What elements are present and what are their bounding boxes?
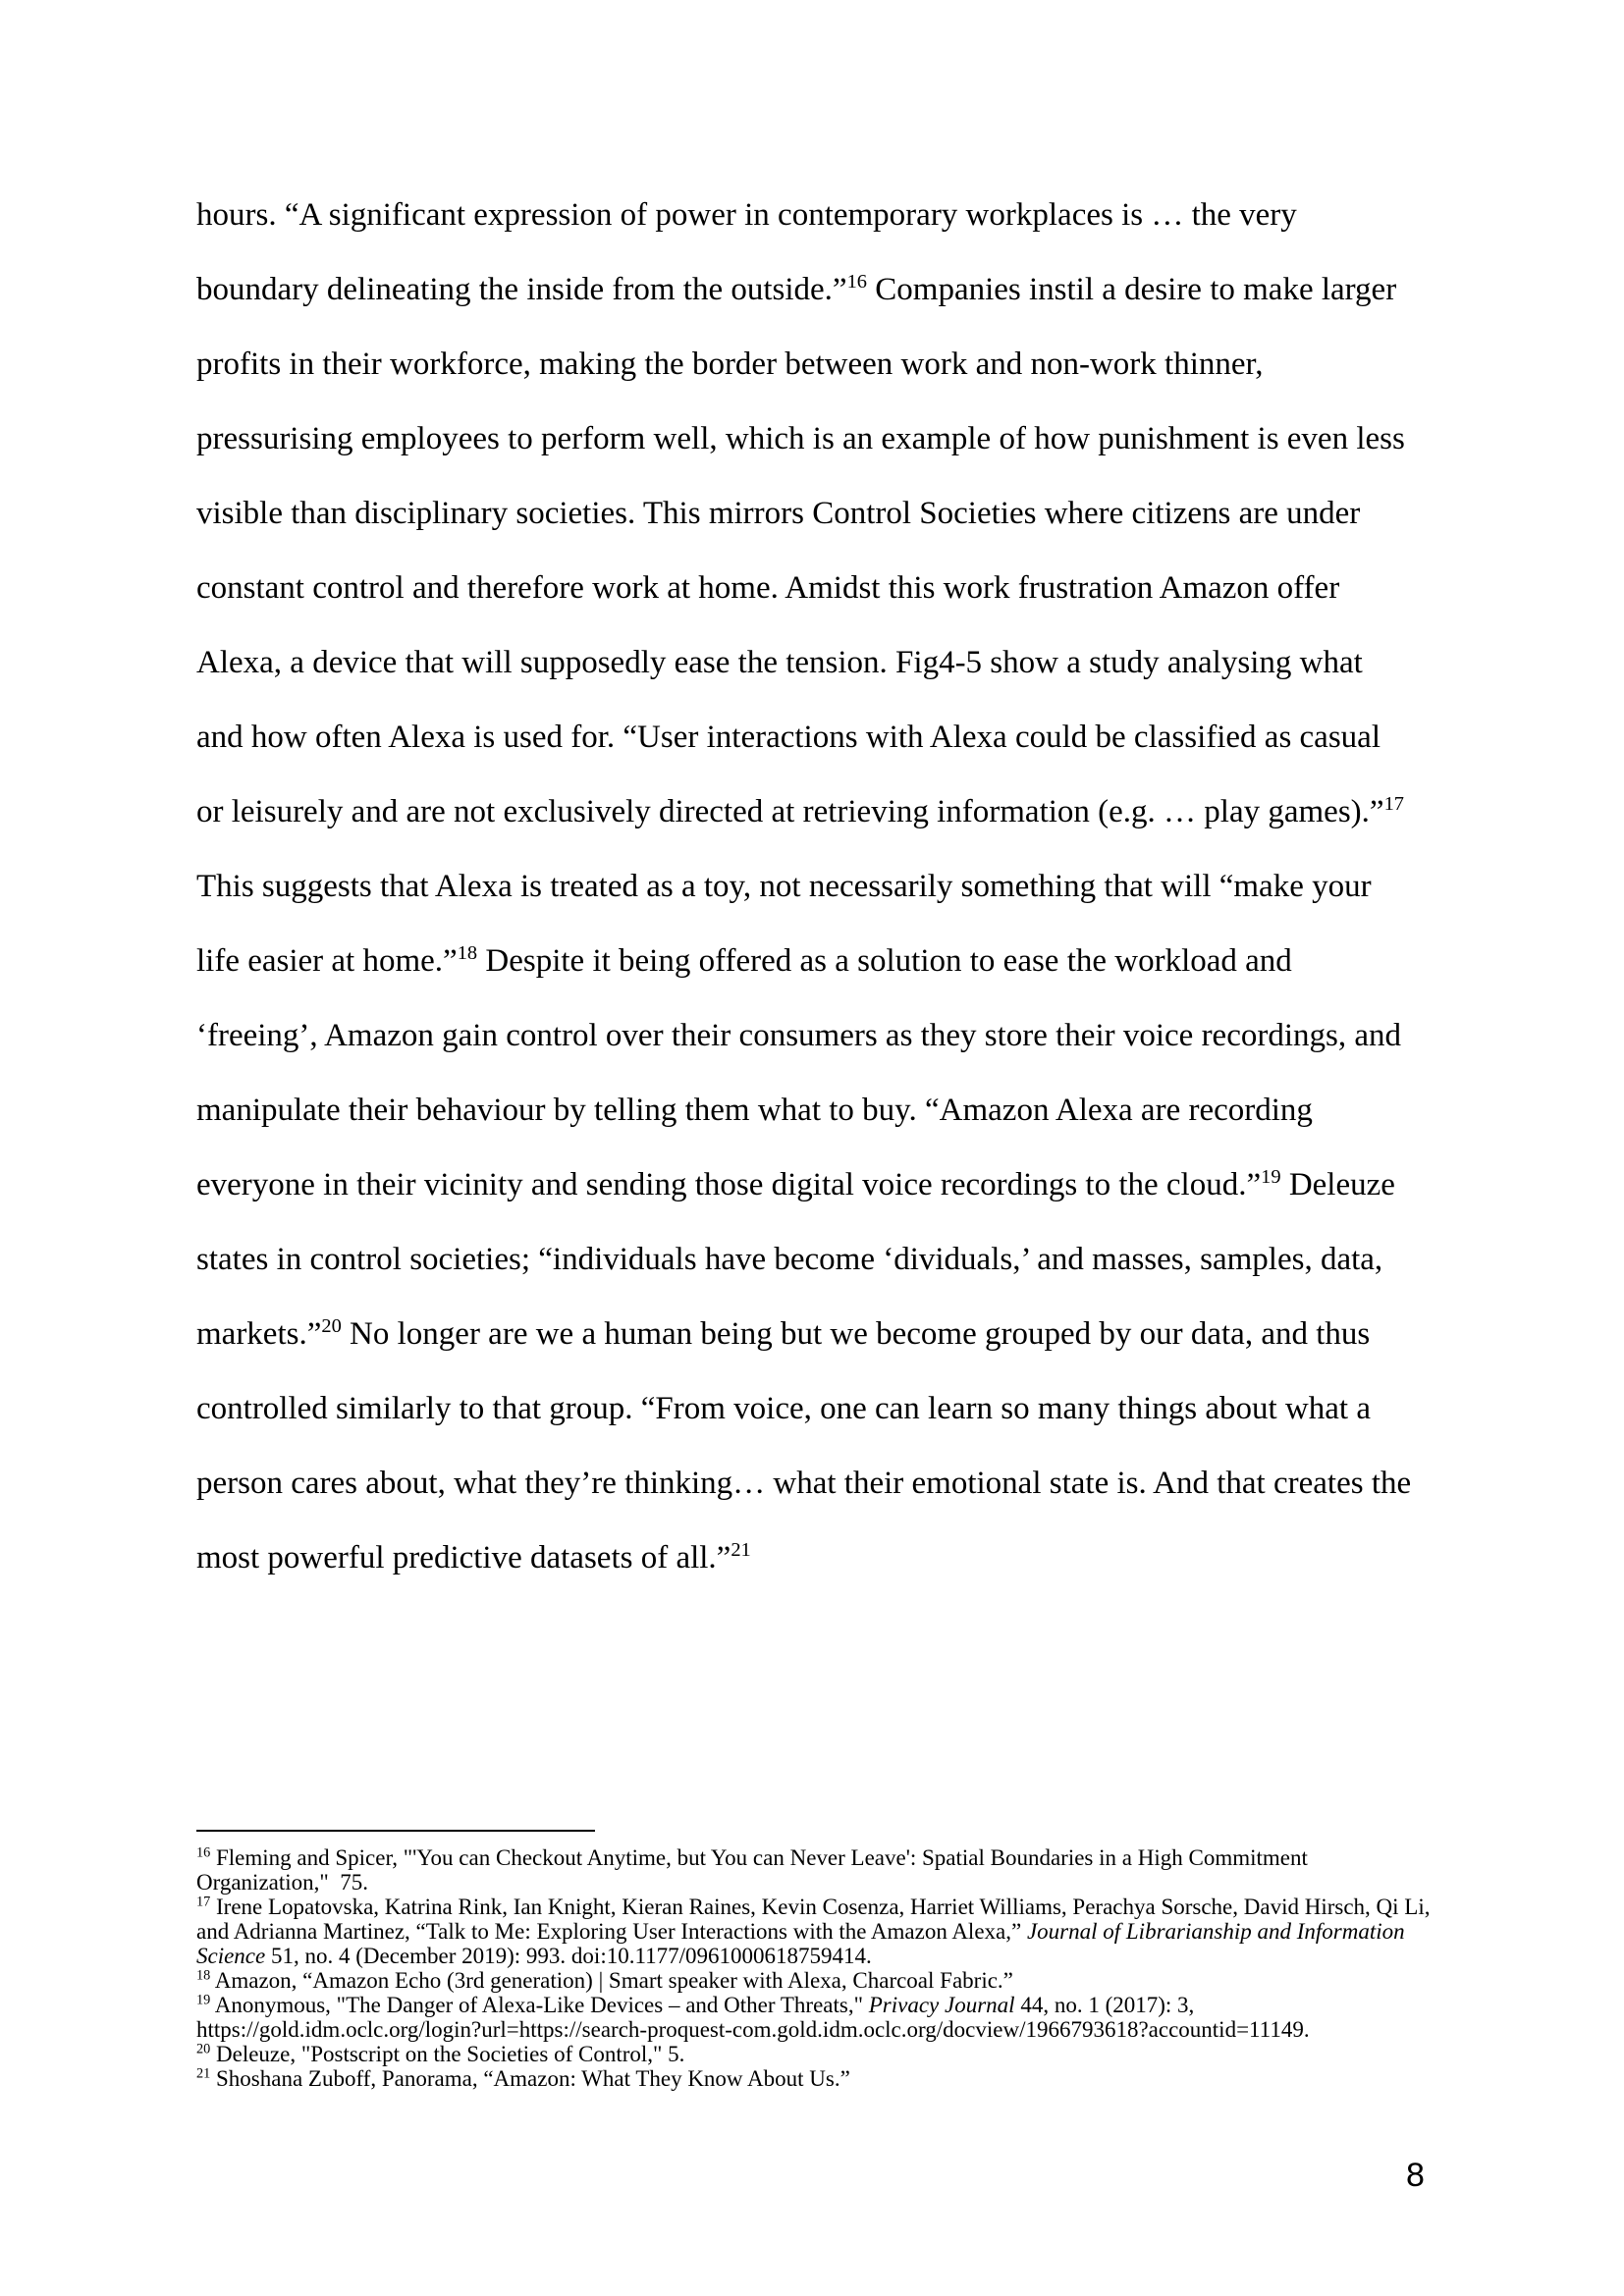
body-text-line: pressurising employees to perform well, which is an example of how punishment is even less [196,421,1405,456]
body-paragraph [196,178,1428,1595]
body-text-line: hours. “A significant expression of power in contemporary workplaces is … the very [196,197,1297,233]
body-text-line: person cares about, what they’re thinking… what their emotional state is. And that creates the [196,1466,1412,1501]
footnote-line: $^{17}$ Irene Lopatovska, Katrina Rink, Ian Knight, Kieran Raines, Kevin Cosenza, Harriet Williams, Perachya Sorsche, David Hirsch, Qi Li, [196,1894,1431,1919]
body-text-line: or leisurely and are not exclusively directed at retrieving information (e.g. … play games).”$^{17}$ [196,793,1404,829]
body-text-line: everyone in their vicinity and sending those digital voice recordings to the cloud.”$^{19}$ Deleuze [196,1166,1395,1202]
footnotes-section [196,1845,1473,2091]
footnote-line: and Adrianna Martinez, “Talk to Me: Exploring User Interactions with the Amazon Alexa,” Journal of Librarianship and Information [196,1919,1405,1944]
body-text-line: profits in their workforce, making the border between work and non-work thinner, [196,347,1264,382]
body-text-line: and how often Alexa is used for. “User interactions with Alexa could be classified as casual [196,720,1380,755]
body-text-line: visible than disciplinary societies. This mirrors Control Societies where citizens are under [196,496,1361,531]
footnote-line: https://gold.idm.oclc.org/login?url=https://search-proquest-com.gold.idm.oclc.org/docview/1966793618?accountid=11149. [196,2017,1310,2042]
body-text-line: most powerful predictive datasets of all.”$^{21}$ [196,1539,751,1575]
footnote-line: $^{18}$ Amazon, “Amazon Echo (3rd generation) | Smart speaker with Alexa, Charcoal Fabric.” [196,1967,1013,1993]
body-text-line: states in control societies; “individuals have become ‘dividuals,’ and masses, samples, data, [196,1242,1383,1277]
footnote-line: Organization," 75. [196,1870,369,1895]
footnote-line: $^{19}$ Anonymous, "The Danger of Alexa-Like Devices – and Other Threats," Privacy Journal 44, no. 1 (2017): 3, [196,1992,1195,2017]
footnote-separator [196,1830,595,1832]
body-text-line: Alexa, a device that will supposedly ease the tension. Fig4-5 show a study analysing what [196,645,1363,680]
body-text-line: This suggests that Alexa is treated as a toy, not necessarily something that will “make your [196,869,1372,904]
body-text-line: controlled similarly to that group. “From voice, one can learn so many things about what a [196,1391,1371,1426]
footnote-line: Science 51, no. 4 (December 2019): 993. doi:10.1177/0961000618759414. [196,1944,872,1968]
body-text-line: manipulate their behaviour by telling them what to buy. “Amazon Alexa are recording [196,1093,1313,1128]
footnote-line: $^{21}$ Shoshana Zuboff, Panorama, “Amazon: What They Know About Us.” [196,2065,850,2091]
footnote-line: $^{20}$ Deleuze, "Postscript on the Societies of Control," 5. [196,2041,685,2066]
footnote-line: $^{16}$ Fleming and Spicer, "'You can Checkout Anytime, but You can Never Leave': Spatial Boundaries in a High Commitment [196,1844,1308,1870]
body-text-line: life easier at home.”$^{18}$ Despite it being offered as a solution to ease the workload and [196,942,1292,979]
body-text-line: constant control and therefore work at home. Amidst this work frustration Amazon offer [196,570,1340,606]
body-text-line: boundary delineating the inside from the outside.”$^{16}$ Companies instil a desire to make larger [196,271,1397,307]
body-text-line: ‘freeing’, Amazon gain control over their consumers as they store their voice recordings, and [196,1018,1401,1053]
body-text-line: markets.”$^{20}$ No longer are we a human being but we become grouped by our data, and thus [196,1315,1371,1352]
page-number: 8 [1406,2157,1425,2194]
